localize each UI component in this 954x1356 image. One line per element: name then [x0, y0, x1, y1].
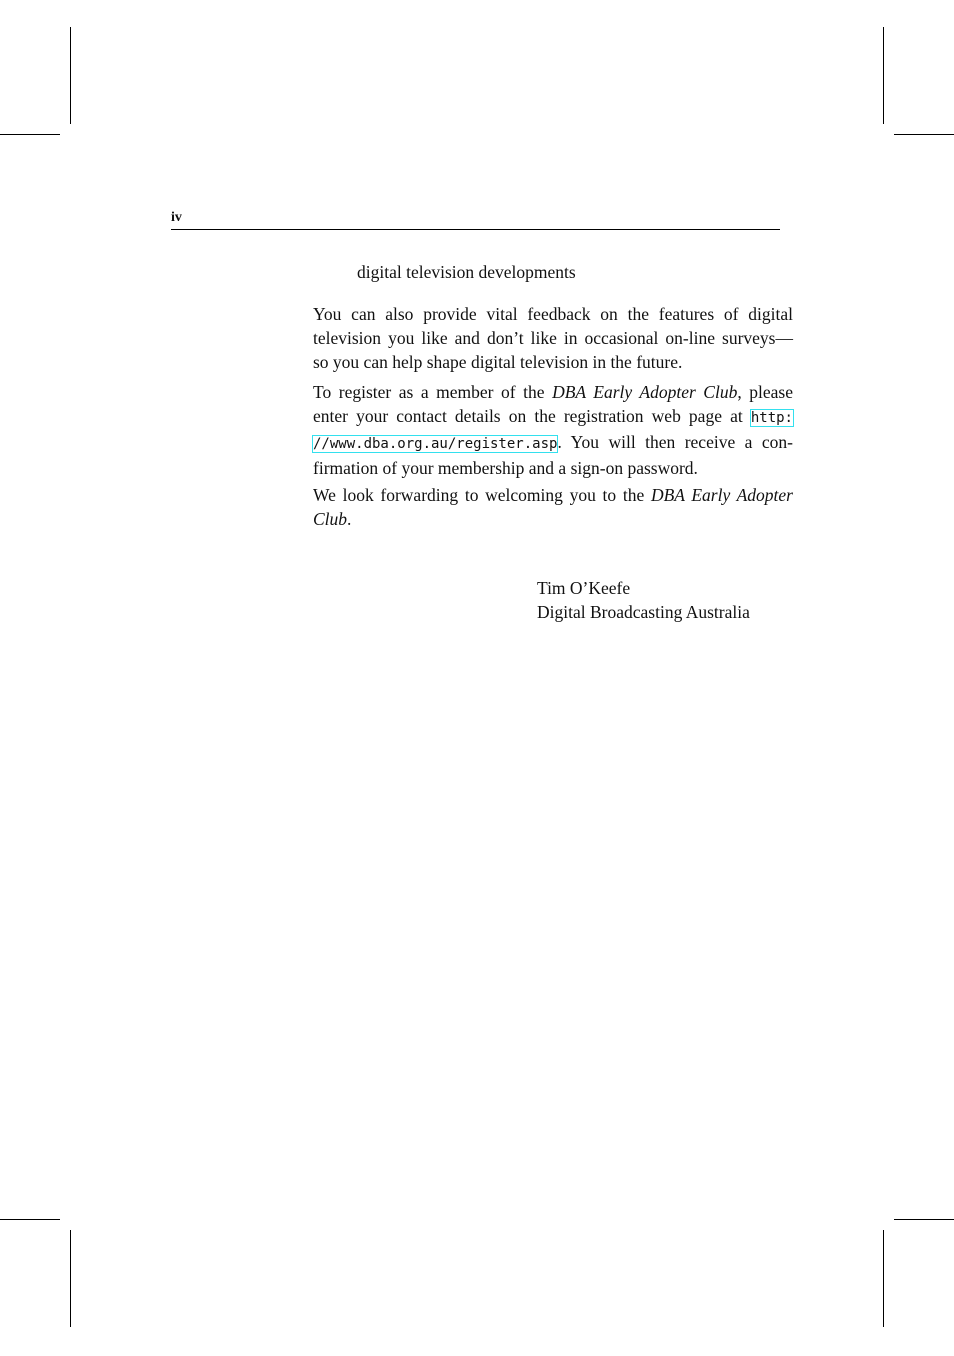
text-run: . You will then receive a con- — [557, 432, 793, 452]
paragraph-line — [313, 483, 793, 507]
header-rule — [171, 229, 780, 230]
paragraph-line: You can also provide vital feedback on the features of digital — [313, 304, 793, 324]
paragraph-line — [313, 380, 793, 404]
signature-organization: Digital Broadcasting Australia — [537, 602, 750, 622]
page-number: iv — [171, 210, 182, 225]
crop-mark-bottom-left-horizontal — [0, 1219, 60, 1220]
text-run: To register as a member of the — [313, 382, 553, 402]
crop-mark-top-right-horizontal — [894, 134, 954, 135]
paragraph-register — [313, 380, 793, 480]
crop-mark-top-left-horizontal — [0, 134, 60, 135]
crop-mark-top-right-vertical — [883, 27, 884, 124]
paragraph-welcome — [313, 483, 793, 531]
register-link-part2[interactable]: //www.dba.org.au/register.asp — [313, 436, 558, 452]
paragraph-line: firmation of your membership and a sign-on password. — [313, 458, 698, 478]
paragraph-line: so you can help shape digital television in the future. — [313, 352, 683, 372]
paragraph-feedback — [313, 302, 793, 374]
crop-mark-top-left-vertical — [70, 27, 71, 124]
text-run: . — [347, 509, 352, 529]
paragraph-line — [313, 507, 793, 531]
crop-mark-bottom-right-vertical — [883, 1230, 884, 1327]
crop-mark-bottom-right-horizontal — [894, 1219, 954, 1220]
text-run: We look forwarding to welcoming you to the — [313, 485, 651, 505]
text-run: , please — [737, 382, 793, 402]
club-name: Club — [313, 509, 348, 529]
text-run: enter your contact details on the registration web page at — [313, 406, 751, 426]
signature-block — [537, 576, 750, 624]
club-name: DBA Early Adopter — [650, 485, 793, 505]
paragraph-line — [313, 430, 793, 456]
continuation-line: digital television developments — [357, 262, 576, 282]
paragraph-line: television you like and don’t like in occasional on-line surveys— — [313, 328, 793, 348]
paragraph-line — [313, 404, 793, 430]
crop-mark-bottom-left-vertical — [70, 1230, 71, 1327]
register-link-part1[interactable]: http: — [750, 410, 793, 426]
club-name: DBA Early Adopter Club — [552, 382, 738, 402]
signature-name: Tim O’Keefe — [537, 578, 631, 598]
